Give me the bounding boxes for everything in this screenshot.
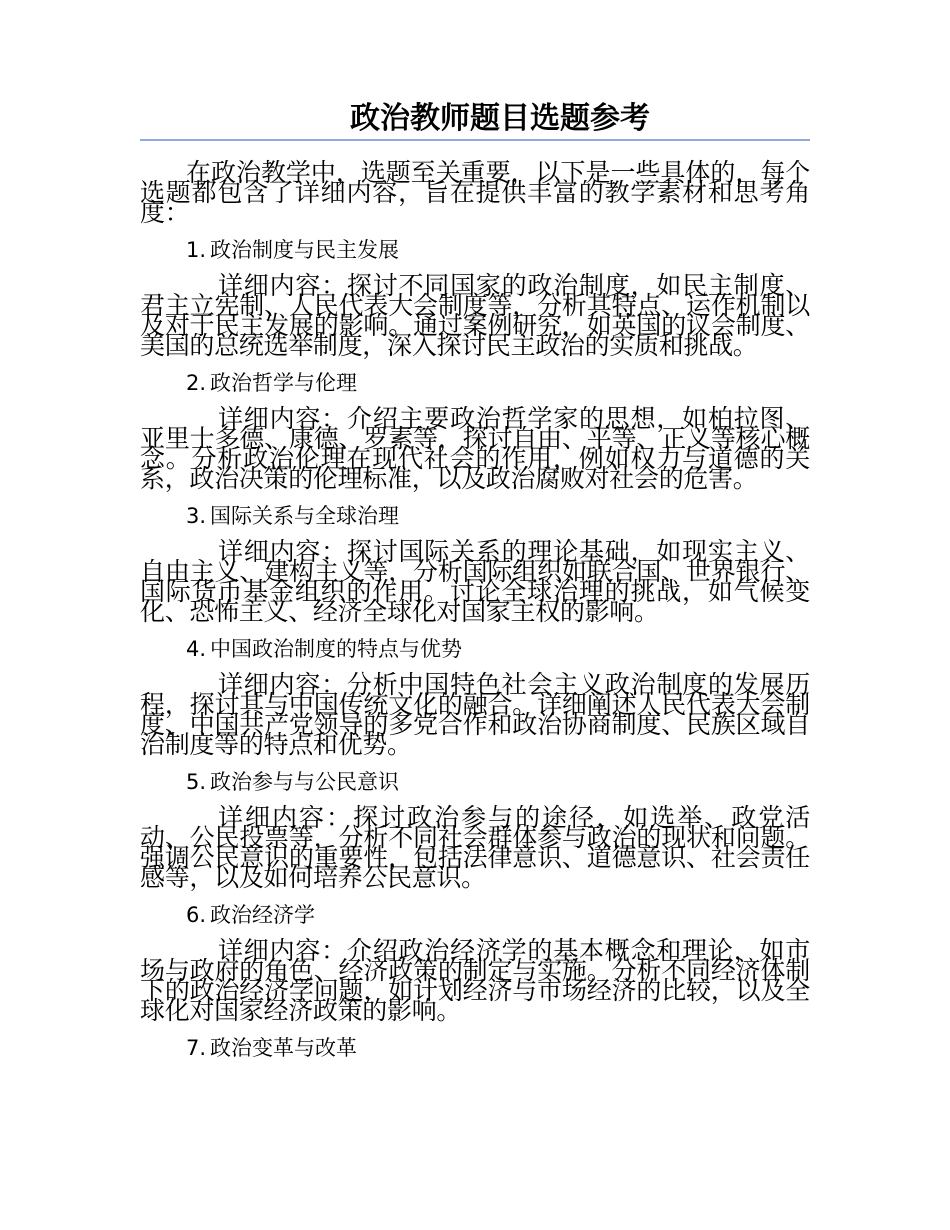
section-heading: 4. 中国政治制度的特点与优势 [186,637,463,661]
section-6 [140,901,810,1034]
intro-paragraph: 在政治教学中，选题至关重要，以下是一些具体的，每个选题都包含了详细内容，旨在提供丰富的教学素材和思考角度： [140,158,810,227]
section-detail: 详细内容：介绍政治经济学的基本概念和理论，如市场与政府的角色、经济政策的制定与实施。分析不同经济体制下的政治经济学问题，如计划经济与市场经济的比较，以及全球化对国家经济政策的影响。 [140,936,810,1025]
section-detail: 详细内容：探讨国际关系的理论基础，如现实主义、自由主义、建构主义等，分析国际组织如联合国、世界银行、国际货币基金组织的作用。讨论全球治理的挑战，如气候变化、恐怖主义、经济全球化对国家主权的影响。 [140,537,810,626]
section-2 [140,369,810,502]
section-detail: 详细内容：介绍主要政治哲学家的思想，如柏拉图、亚里士多德、康德、罗素等，探讨自由、平等、正义等核心概念。分析政治伦理在现代社会的作用，例如权力与道德的关系，政治决策的伦理标准，以及政治腐败对社会的危害。 [140,404,810,493]
section-detail: 详细内容：探讨政治参与的途径，如选举、政党活动、公民投票等，分析不同社会群体参与政治的现状和问题。强调公民意识的重要性，包括法律意识、道德意识、社会责任感等，以及如何培养公民意识。 [140,803,810,892]
section-heading: 3. 国际关系与全球治理 [186,504,400,528]
section-heading: 6. 政治经济学 [186,903,316,927]
section-detail: 详细内容：探讨不同国家的政治制度，如民主制度、君主立宪制、人民代表大会制度等，分析其特点、运作机制以及对于民主发展的影响。通过案例研究，如英国的议会制度、美国的总统选举制度，深入探讨民主政治的实质和挑战。 [140,271,810,360]
section-heading: 2. 政治哲学与伦理 [186,371,358,395]
section-3 [140,502,810,635]
section-heading: 5. 政治参与与公民意识 [186,770,400,794]
section-heading: 7. 政治变革与改革 [186,1036,358,1060]
document-page [140,100,810,1062]
section-4 [140,635,810,768]
title-underline [140,139,810,141]
document-title: 政治教师题目选题参考 [350,101,650,136]
section-7 [140,1034,810,1062]
section-5 [140,768,810,901]
section-detail: 详细内容：分析中国特色社会主义政治制度的发展历程，探讨其与中国传统文化的融合。详细阐述人民代表大会制度、中国共产党领导的多党合作和政治协商制度、民族区域自治制度等的特点和优势。 [140,670,810,759]
section-1 [140,236,810,369]
section-heading: 1. 政治制度与民主发展 [186,238,400,262]
